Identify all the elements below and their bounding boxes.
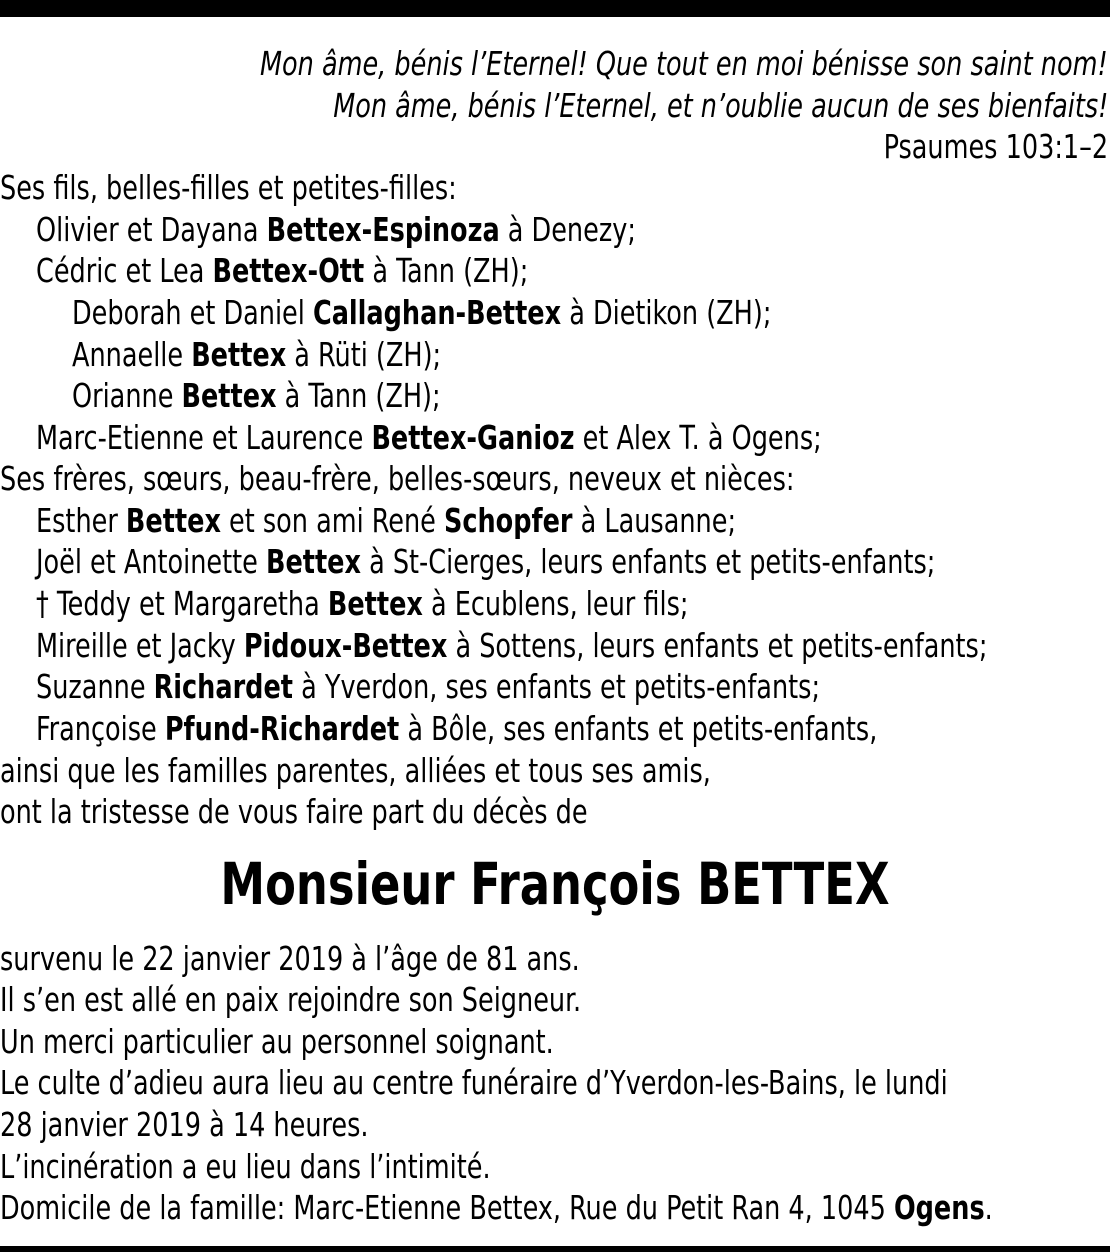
detail-line-7: Domicile de la famille: Marc-Etienne Bettex, Rue du Petit Ran 4, 1045 Ogens. xyxy=(0,1188,993,1227)
surname: Bettex xyxy=(181,376,277,415)
surname: Bettex xyxy=(191,335,287,374)
detail-line-5: 28 janvier 2019 à 14 heures. xyxy=(0,1105,369,1144)
surname: Bettex-Espinoza xyxy=(266,210,500,249)
top-rule xyxy=(0,0,1110,17)
verse-line-2: Mon âme, bénis l’Eternel, et n’oublie aucun de ses bienfaits! xyxy=(332,86,1108,125)
surname: Bettex xyxy=(327,584,423,623)
surname: Callaghan-Bettex xyxy=(312,293,562,332)
family-line-c2b: Annaelle Bettex à Rüti (ZH); xyxy=(72,335,442,374)
siblings-heading: Ses frères, sœurs, beau-frère, belles-sœurs, neveux et nièces: xyxy=(0,459,795,498)
surname: Bettex xyxy=(265,542,361,581)
surname: Schopfer xyxy=(443,501,573,540)
family-line-c2: Cédric et Lea Bettex-Ott à Tann (ZH); xyxy=(36,251,529,290)
deceased-name: Monsieur François BETTEX xyxy=(220,850,890,918)
surname: Bettex xyxy=(125,501,221,540)
children-heading: Ses fils, belles-filles et petites-filles: xyxy=(0,168,457,207)
family-line-s1: Esther Bettex et son ami René Schopfer à Lausanne; xyxy=(36,501,737,540)
family-line-c3: Marc-Etienne et Laurence Bettex-Ganioz et Alex T. à Ogens; xyxy=(36,418,822,457)
verse-reference: Psaumes 103:1–2 xyxy=(883,127,1108,166)
closing-line-1: ainsi que les familles parentes, alliées et tous ses amis, xyxy=(0,751,711,790)
family-line-c2a: Deborah et Daniel Callaghan-Bettex à Dietikon (ZH); xyxy=(72,293,772,332)
detail-line-3: Un merci particulier au personnel soignant. xyxy=(0,1022,554,1061)
family-line-s5: Suzanne Richardet à Yverdon, ses enfants et petits-enfants; xyxy=(36,667,821,706)
place-name: Ogens xyxy=(893,1188,985,1227)
surname: Bettex-Ganioz xyxy=(371,418,575,457)
family-line-s2: Joël et Antoinette Bettex à St-Cierges, leurs enfants et petits-enfants; xyxy=(36,542,936,581)
bottom-rule xyxy=(0,1246,1110,1252)
family-line-c1: Olivier et Dayana Bettex-Espinoza à Denezy; xyxy=(36,210,636,249)
family-line-s6: Françoise Pfund-Richardet à Bôle, ses enfants et petits-enfants, xyxy=(36,709,878,748)
surname: Richardet xyxy=(153,667,294,706)
family-line-s3: † Teddy et Margaretha Bettex à Ecublens, leur fils; xyxy=(36,584,689,623)
detail-line-2: Il s’en est allé en paix rejoindre son Seigneur. xyxy=(0,980,582,1019)
verse-line-1: Mon âme, bénis l’Eternel! Que tout en moi bénisse son saint nom! xyxy=(260,44,1108,83)
surname: Pfund-Richardet xyxy=(164,709,400,748)
detail-line-6: L’incinération a eu lieu dans l’intimité. xyxy=(0,1147,491,1186)
family-line-s4: Mireille et Jacky Pidoux-Bettex à Sottens, leurs enfants et petits-enfants; xyxy=(36,626,988,665)
surname: Bettex-Ott xyxy=(212,251,365,290)
detail-line-1: survenu le 22 janvier 2019 à l’âge de 81 ans. xyxy=(0,939,580,978)
surname: Pidoux-Bettex xyxy=(243,626,448,665)
detail-line-4: Le culte d’adieu aura lieu au centre funéraire d’Yverdon-les-Bains, le lundi xyxy=(0,1063,948,1102)
closing-line-2: ont la tristesse de vous faire part du décès de xyxy=(0,792,588,831)
family-line-c2c: Orianne Bettex à Tann (ZH); xyxy=(72,376,441,415)
